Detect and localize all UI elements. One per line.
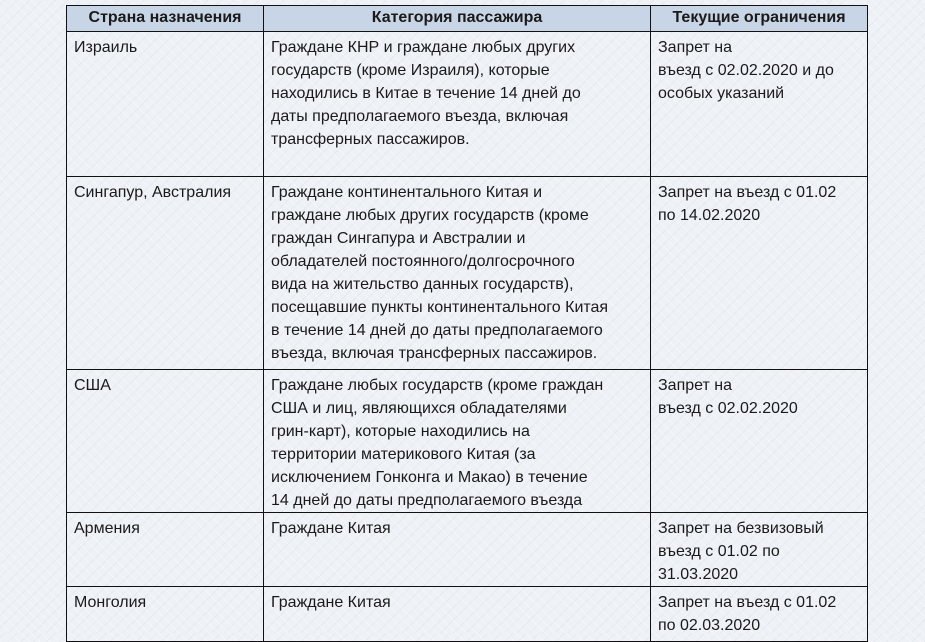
cell-restriction: Запрет на въезд с 02.02.2020 и до особых указаний	[651, 32, 868, 177]
travel-restrictions-table	[66, 5, 868, 642]
header-current-restrictions: Текущие ограничения	[651, 6, 868, 32]
table-row	[67, 370, 868, 513]
cell-restriction: Запрет на безвизовый въезд с 01.02 по 31.03.2020	[651, 513, 868, 587]
header-passenger-category: Категория пассажира	[264, 6, 651, 32]
table-row	[67, 177, 868, 370]
cell-country: Сингапур, Австралия	[67, 177, 264, 370]
cell-category: Граждане Китая	[264, 513, 651, 587]
cell-category: Граждане Китая	[264, 587, 651, 642]
table-row	[67, 587, 868, 642]
cell-restriction: Запрет на въезд с 01.02 по 14.02.2020	[651, 177, 868, 370]
cell-restriction: Запрет на въезд с 01.02 по 02.03.2020	[651, 587, 868, 642]
cell-country: Израиль	[67, 32, 264, 177]
cell-category: Граждане любых государств (кроме граждан США и лиц, являющихся обладателями грин-карт), которые находились на территории материкового Китая (за исключением Гонконга и Макао) в течение 14 дней до даты предполагаемого въезда	[264, 370, 651, 513]
cell-restriction: Запрет на въезд с 02.02.2020	[651, 370, 868, 513]
cell-country: Монголия	[67, 587, 264, 642]
table-header-row	[67, 6, 868, 32]
table-row	[67, 32, 868, 177]
header-destination-country: Страна назначения	[67, 6, 264, 32]
cell-country: Армения	[67, 513, 264, 587]
cell-category: Граждане КНР и граждане любых других государств (кроме Израиля), которые находились в Китае в течение 14 дней до даты предполагаемого въезда, включая трансферных пассажиров.	[264, 32, 651, 177]
cell-country: США	[67, 370, 264, 513]
cell-category: Граждане континентального Китая и граждане любых других государств (кроме граждан Сингапура и Австралии и обладателей постоянного/долгосрочного вида на жительство данных государств), посещавшие пункты континентального Китая в течение 14 дней до даты предполагаемого въезда, включая трансферных пассажиров.	[264, 177, 651, 370]
table-row	[67, 513, 868, 587]
